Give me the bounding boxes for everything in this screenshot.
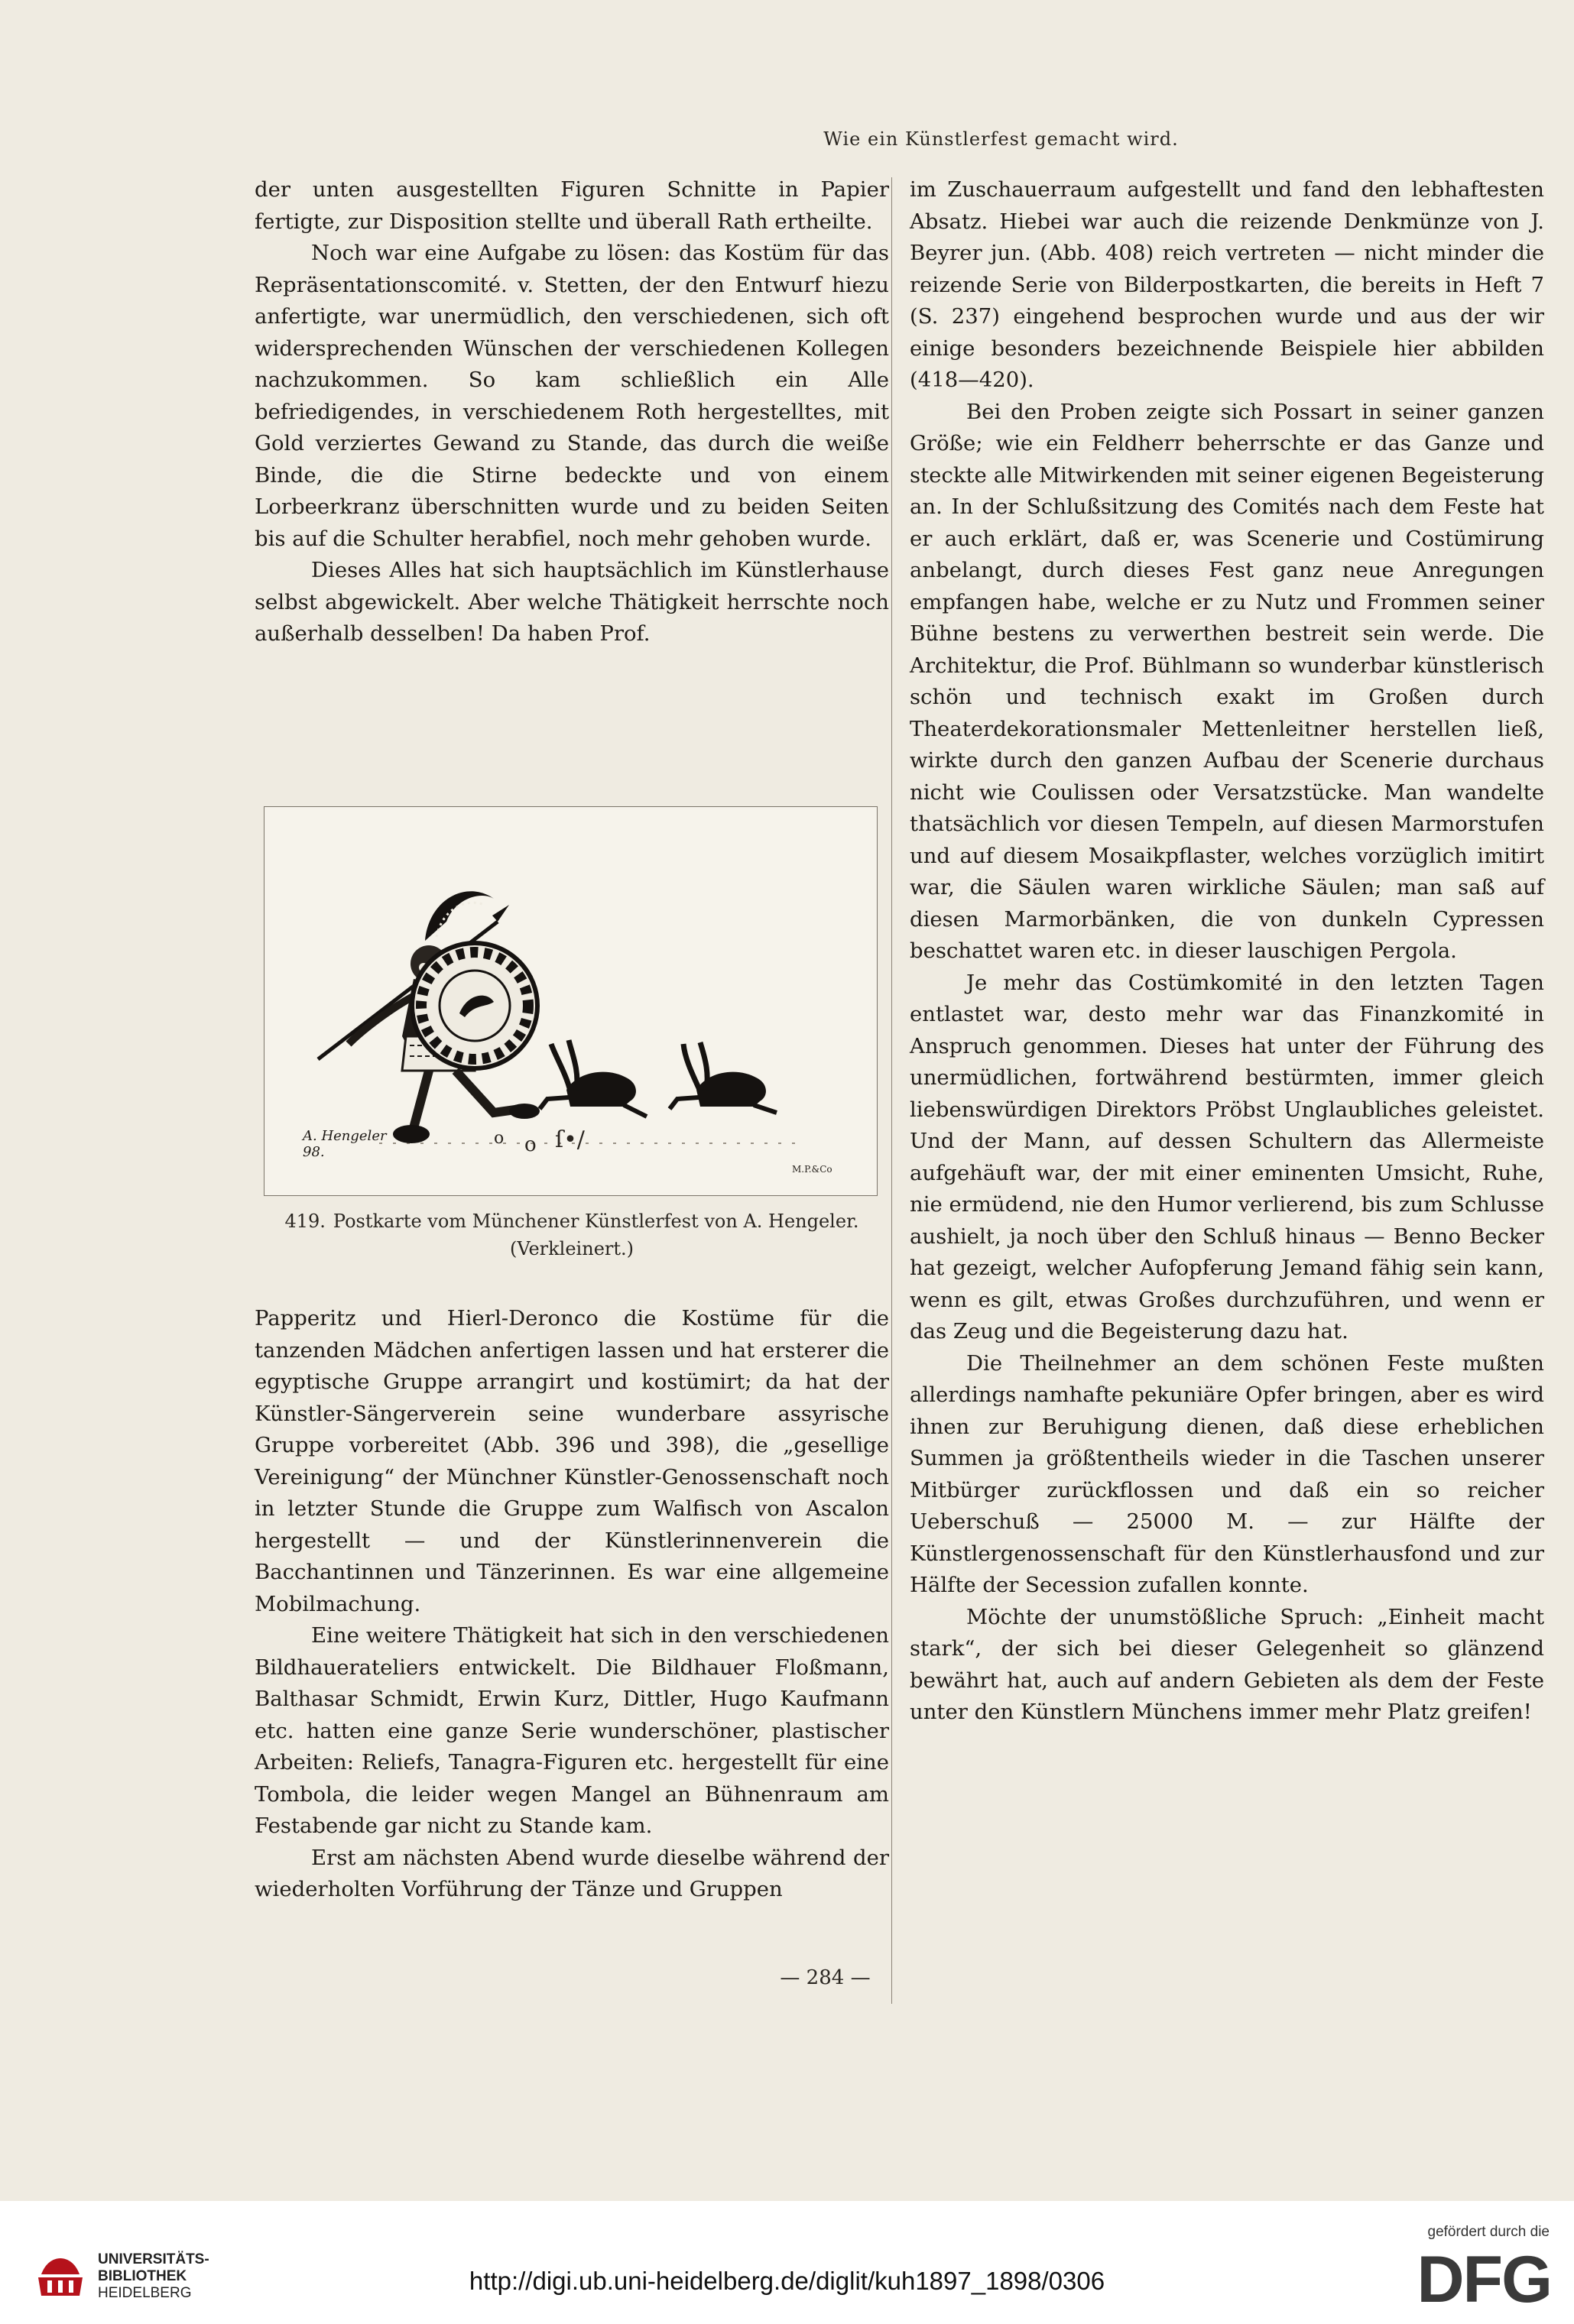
paragraph: Die Theilnehmer an dem schönen Feste mußten allerdings namhafte pekuniäre Opfer bringen, aber es wird ihnen zur Beruhigung dienen, daß diese erheblichen Summen ja größtentheils wieder in die Taschen unserer Mitbürger zurückflossen und daß ein so reicher Ueberschuß — 25000 M. — zur Hälfte der Künstlergenossenschaft für den Künstlerhausfond und zur Hälfte der Secession zufallen konnte. bbox=[910, 1350, 1544, 1597]
svg-text:ſ•/: ſ•/ bbox=[555, 1126, 585, 1153]
caption-text: Postkarte vom Münchener Künstlerfest von A. Hengeler. bbox=[333, 1211, 859, 1232]
viewer-footer bbox=[0, 2201, 1574, 2324]
page-number: — 284 — bbox=[780, 1966, 871, 1989]
paragraph: Eine weitere Thätigkeit hat sich in den verschiedenen Bildhauerateliers entwickelt. Die Bildhauer Floßmann, Balthasar Schmidt, Erwin Kurz, Dittler, Hugo Kaufmann etc. hatten eine ganze Serie wunderschöner, plastischer Arbeiten: Reliefs, Tanagra-Figuren etc. hergestellt für eine Tombola, die leider wegen Mangel an Bühnenraum am Festabende gar nicht zu Stande kam. bbox=[255, 1623, 889, 1838]
paragraph: Noch war eine Aufgabe zu lösen: das Kostüm für das Repräsentationscomité. v. Stetten, der den Entwurf hiezu anfertigte, war unermüdlich, den verschiedenen, sich oft widersprechenden Wünschen der verschiedenen Kollegen nachzukommen. So kam schließlich ein Alle befriedigendes, in verschiedenem Roth hergestelltes, mit Gold verziertes Gewand zu Stande, das durch die weiße Binde, die die Stirne bedeckte und von einem Lorbeerkranz überschnitten wurde und zu beiden Seiten bis auf die Schulter herabfiel, noch mehr gehoben wurde. bbox=[255, 241, 889, 551]
dfg-logo[interactable]: DFG bbox=[1417, 2243, 1551, 2316]
svg-text:o: o bbox=[524, 1133, 537, 1156]
paragraph: Dieses Alles hat sich hauptsächlich im Künstlerhause selbst abgewickelt. Aber welche Thätigkeit herrschte noch außerhalb desselben! Da haben Prof. bbox=[255, 558, 889, 646]
right-column bbox=[910, 174, 1544, 1729]
caption-number: 419. bbox=[284, 1211, 326, 1232]
postcard-illustration bbox=[264, 806, 878, 1196]
left-column-upper bbox=[255, 174, 889, 650]
running-head: Wie ein Künstlerfest gemacht wird. bbox=[823, 128, 1179, 150]
permalink-url[interactable]: http://digi.ub.uni-heidelberg.de/diglit/kuh1897_1898/0306 bbox=[469, 2267, 1105, 2295]
paragraph: Bei den Proben zeigte sich Possart in seiner ganzen Größe; wie ein Feldherr beherrschte er das Ganze und steckte alle Mitwirkenden mit seiner eigenen Begeisterung an. In der Schlußsitzung des Comités nach dem Feste hat er auch erklärt, daß er, was Scenerie und Costümirung anbelangt, durch dieses Fest ganz neue Anregungen empfangen habe, welche er zu Nutz und Frommen seiner Bühne bestens zu verwerthen bestreit sein werde. Die Architektur, die Prof. Bühlmann so wunderbar künstlerisch schön und technisch exakt im Großen durch Theaterdekorationsmaler Mettenleitner herstellen ließ, wirkte durch den ganzen Aufbau der Scenerie durchaus nicht wie Coulissen oder Versatzstücke. Man wandelte thatsächlich vor diesen Tempeln, auf diesen Marmorstufen und auf diesem Mosaikpflaster, welches vorzüglich imitirt war, die Säulen waren wirkliche Säulen; man saß auf diesen Marmorbänken, die von dunkeln Cypressen beschattet waren etc. in dieser lauschigen Pergola. bbox=[910, 399, 1544, 963]
funder-label: gefördert durch die bbox=[1427, 2224, 1550, 2240]
artist-signature: A. Hengeler 98. bbox=[303, 1128, 387, 1160]
paragraph: Erst am nächsten Abend wurde dieselbe während der wiederholten Vorführung der Tänze und Gruppen bbox=[255, 1845, 889, 1901]
paragraph: im Zuschauerraum aufgestellt und fand den lebhaftesten Absatz. Hiebei war auch die reizende Denkmünze von J. Beyrer jun. (Abb. 408) reich vertreten — nicht minder die reizende Serie von Bilderpostkarten, die bereits in Heft 7 (S. 237) eingehend besprochen wurde und aus der wir einige besonders bezeichnende Beispiele hier abbilden (418—420). bbox=[910, 177, 1544, 392]
figure-caption bbox=[255, 1207, 889, 1262]
left-column-lower bbox=[255, 1303, 889, 1906]
svg-text:M.P.&Co: M.P.&Co bbox=[792, 1164, 832, 1175]
paragraph: Je mehr das Costümkomité in den letzten Tagen entlastet war, desto mehr war das Finanzkomité in Anspruch genommen. Dieses hat unter der Führung des unermüdlichen, fortwährend bestürmten, immer gleich liebenswürdigen Direktors Pröbst Unglaubliches geleistet. Und der Mann, auf dessen Schultern das Allermeiste aufgehäuft war, der mit einer eminenten Umsicht, Ruhe, nie ermüdend, nie den Humor verlierend, bis zum Schlusse aushielt, ja noch über den Schluß hinaus — Benno Becker hat gezeigt, welcher Aufopferung Jemand fähig sein kann, wenn es gilt, etwas Großes durchzuführen, und wenn er das Zeug und die Begeisterung dazu hat. bbox=[910, 970, 1544, 1344]
column-divider bbox=[891, 177, 892, 2004]
paragraph: Papperitz und Hierl-Deronco die Kostüme für die tanzenden Mädchen anfertigen lassen und hat ersterer die egyptische Gruppe arrangirt und kostümirt; da hat der Künstler-Sängerverein seine wunderbare assyrische Gruppe vorbereitet (Abb. 396 und 398), die „gesellige Vereinigung“ der Münchner Künstler-Genossenschaft noch in letzter Stunde die Gruppe zum Walfisch von Ascalon hergestellt — und der Künstlerinnenverein die Bacchantinnen und Tänzerinnen. Es war eine allgemeine Mobilmachung. bbox=[255, 1306, 889, 1616]
paragraph: Möchte der unumstößliche Spruch: „Einheit macht stark“, der sich bei dieser Gelegenheit so glänzend bewährt hat, auch auf andern Gebieten als dem der Feste unter den Künstlern Münchens immer mehr Platz greifen! bbox=[910, 1604, 1544, 1724]
paragraph: der unten ausgestellten Figuren Schnitte in Papier fertigte, zur Disposition stellte und überall Rath ertheilte. bbox=[255, 177, 889, 234]
svg-text:o: o bbox=[494, 1129, 505, 1148]
university-library-name[interactable]: UNIVERSITÄTS- BIBLIOTHEK HEIDELBERG bbox=[98, 2251, 209, 2301]
caption-note: (Verkleinert.) bbox=[509, 1238, 634, 1259]
